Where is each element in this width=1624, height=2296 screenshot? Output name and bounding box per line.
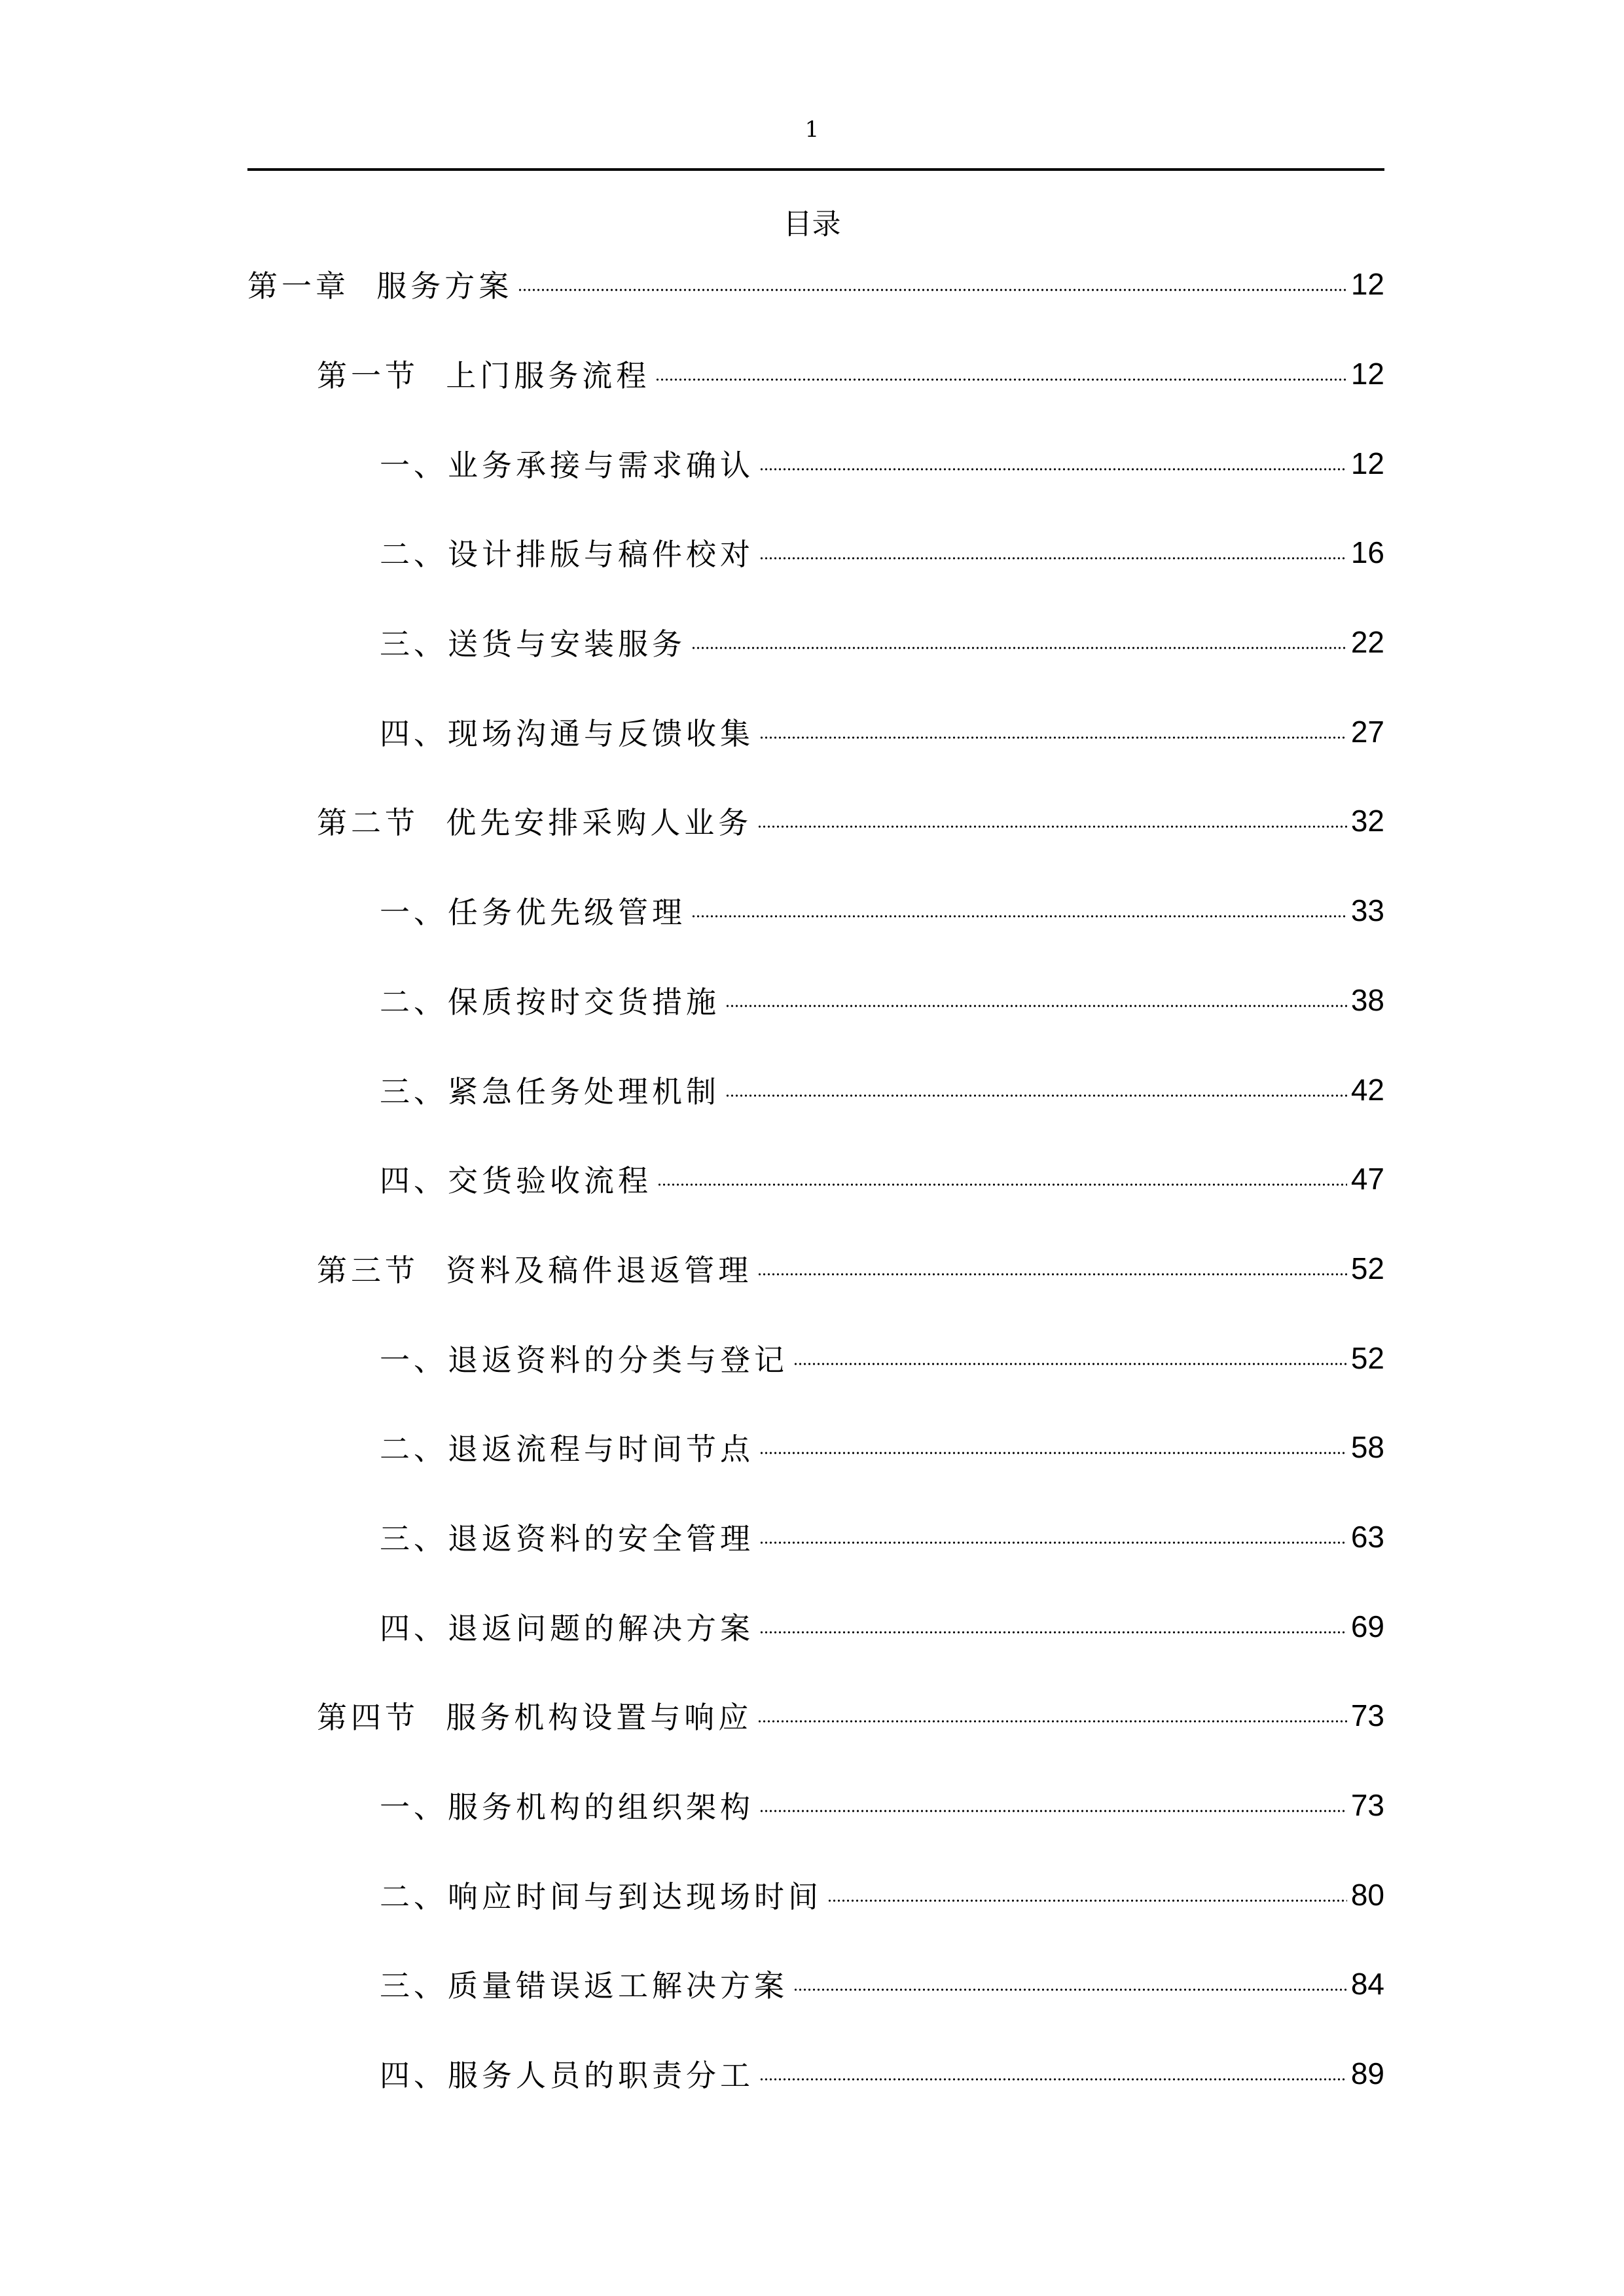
toc-entry-page: 27: [1350, 714, 1384, 749]
dot-leader: [757, 1273, 1347, 1276]
toc-entry[interactable]: [247, 1761, 1384, 1850]
toc-entry-label: 一、退返资料的分类与登记: [380, 1342, 788, 1378]
toc-entry-label: 二、响应时间与到达现场时间: [380, 1878, 822, 1914]
toc-entry-page: 47: [1350, 1162, 1384, 1196]
dot-leader: [725, 1005, 1347, 1007]
toc-entry-page: 63: [1350, 1519, 1384, 1554]
toc-entry-label: 四、服务人员的职责分工: [380, 2058, 754, 2094]
toc-entry[interactable]: [247, 240, 1384, 329]
toc-entry-page: 12: [1350, 357, 1384, 391]
toc-entry[interactable]: [247, 866, 1384, 956]
toc-entry[interactable]: [247, 598, 1384, 687]
toc-entry-label: 三、退返资料的安全管理: [380, 1520, 754, 1556]
toc-entry-page: 22: [1350, 625, 1384, 660]
toc-entry-page: 84: [1350, 1967, 1384, 2001]
toc-entry-label: 三、紧急任务处理机制: [380, 1073, 720, 1109]
toc-entry-label: 二、设计排版与稿件校对: [380, 537, 754, 573]
toc-entry-label: 第二节 优先安排采购人业务: [317, 805, 753, 841]
dot-leader: [655, 378, 1347, 381]
toc-entry[interactable]: [247, 2029, 1384, 2119]
toc-entry-page: 33: [1350, 893, 1384, 928]
toc-entry-label: 第一节 上门服务流程: [317, 358, 651, 394]
dot-leader: [759, 2078, 1347, 2081]
toc-entry-page: 12: [1350, 446, 1384, 480]
toc-entry-page: 16: [1350, 535, 1384, 570]
toc-entry[interactable]: [247, 687, 1384, 776]
toc-entry[interactable]: [247, 1492, 1384, 1582]
toc-entry-label: 三、质量错误返工解决方案: [380, 1968, 788, 2004]
dot-leader: [759, 1541, 1347, 1544]
toc-entry-label: 四、现场沟通与反馈收集: [380, 715, 754, 751]
toc-entry[interactable]: [247, 1581, 1384, 1671]
toc-entry-label: 一、业务承接与需求确认: [380, 447, 754, 483]
toc-entry-label: 二、保质按时交货措施: [380, 984, 720, 1020]
toc-entry[interactable]: [247, 418, 1384, 508]
toc-entry-page: 80: [1350, 1877, 1384, 1912]
toc-entry-page: 42: [1350, 1072, 1384, 1107]
dot-leader: [827, 1899, 1347, 1902]
toc-entry-label: 三、送货与安装服务: [380, 626, 686, 662]
toc-entry[interactable]: [247, 1134, 1384, 1224]
dot-leader: [759, 1631, 1347, 1634]
header-rule: [247, 168, 1384, 171]
toc-entry-page: 58: [1350, 1430, 1384, 1465]
toc-entry-page: 32: [1350, 804, 1384, 838]
toc-entry-label: 一、服务机构的组织架构: [380, 1789, 754, 1825]
toc-entry-label: 二、退返流程与时间节点: [380, 1431, 754, 1467]
toc-entry[interactable]: [247, 956, 1384, 1045]
dot-leader: [691, 647, 1347, 649]
toc-entry-page: 89: [1350, 2056, 1384, 2091]
toc-entry-page: 12: [1350, 267, 1384, 302]
toc-entry-label: 四、退返问题的解决方案: [380, 1610, 754, 1646]
toc-entry[interactable]: [247, 329, 1384, 419]
toc-entry[interactable]: [247, 776, 1384, 866]
dot-leader: [759, 1810, 1347, 1812]
table-of-contents: [247, 240, 1384, 2118]
dot-leader: [759, 557, 1347, 560]
toc-entry-label: 四、交货验收流程: [380, 1163, 652, 1199]
dot-leader: [518, 289, 1347, 291]
dot-leader: [657, 1183, 1347, 1186]
dot-leader: [793, 1988, 1347, 1991]
toc-entry-label: 第一章 服务方案: [247, 268, 513, 304]
toc-entry[interactable]: [247, 1313, 1384, 1403]
dot-leader: [691, 915, 1347, 918]
dot-leader: [793, 1363, 1347, 1365]
toc-entry-page: 52: [1350, 1340, 1384, 1375]
toc-entry-label: 第三节 资料及稿件退返管理: [317, 1252, 753, 1288]
toc-entry-page: 38: [1350, 982, 1384, 1017]
dot-leader: [759, 468, 1347, 471]
toc-entry-page: 52: [1350, 1251, 1384, 1285]
toc-entry[interactable]: [247, 1939, 1384, 2029]
toc-entry-label: 一、任务优先级管理: [380, 895, 686, 931]
toc-entry-page: 73: [1350, 1698, 1384, 1733]
toc-entry[interactable]: [247, 1045, 1384, 1134]
dot-leader: [725, 1094, 1347, 1097]
toc-entry-page: 69: [1350, 1609, 1384, 1643]
dot-leader: [757, 825, 1347, 828]
toc-entry[interactable]: [247, 1850, 1384, 1939]
dot-leader: [757, 1720, 1347, 1723]
toc-entry-label: 第四节 服务机构设置与响应: [317, 1700, 753, 1736]
toc-entry[interactable]: [247, 1671, 1384, 1761]
toc-title: 目录: [783, 207, 841, 241]
toc-entry[interactable]: [247, 508, 1384, 598]
dot-leader: [759, 736, 1347, 739]
dot-leader: [759, 1452, 1347, 1454]
toc-entry[interactable]: [247, 1224, 1384, 1314]
toc-entry-page: 73: [1350, 1788, 1384, 1823]
page-number: 1: [804, 117, 820, 143]
toc-entry[interactable]: [247, 1403, 1384, 1492]
